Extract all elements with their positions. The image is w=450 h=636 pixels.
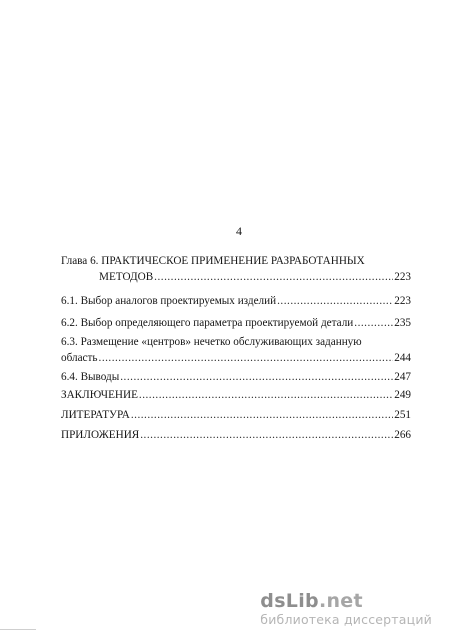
toc-entry-6-1 xyxy=(61,294,411,309)
toc-entry-page: 244 xyxy=(394,352,411,364)
toc-entry-6-4 xyxy=(61,370,411,385)
toc-entry-conclusion xyxy=(61,388,411,403)
toc-entry-title: ПРИЛОЖЕНИЯ xyxy=(61,429,140,441)
dot-leader xyxy=(140,428,393,443)
toc-entry-literature xyxy=(61,408,411,423)
scan-edge-mark xyxy=(0,629,36,630)
toc-entry-page: 266 xyxy=(394,429,411,441)
toc-entry-title: МЕТОДОВ xyxy=(99,271,154,283)
toc-entry-page: 251 xyxy=(394,409,411,421)
dot-leader xyxy=(354,316,393,331)
toc-entry-appendix xyxy=(61,428,411,443)
toc-entry-title: область xyxy=(61,352,98,364)
toc-entry-6-3 xyxy=(61,351,411,366)
toc-entry-page: 223 xyxy=(394,295,411,307)
watermark-subtitle: библиотека диссертаций xyxy=(260,612,432,627)
dot-leader xyxy=(139,388,393,403)
dslib-watermark xyxy=(260,591,432,627)
toc-entry-title: 6.4. Выводы xyxy=(61,371,120,383)
toc-entry-title: 6.1. Выбор аналогов проектируемых изделий xyxy=(61,295,277,307)
watermark-logo-prefix: dsLib xyxy=(260,590,319,612)
dot-leader xyxy=(277,294,393,309)
toc-entry-title: ЛИТЕРАТУРА xyxy=(61,409,130,421)
dot-leader xyxy=(120,370,393,385)
toc-entry-page: 247 xyxy=(394,371,411,383)
toc-entry-title: ЗАКЛЮЧЕНИЕ xyxy=(61,389,138,401)
watermark-logo-suffix: .net xyxy=(318,590,363,612)
toc-entry-chapter-6 xyxy=(99,270,411,285)
toc-entry-6-2 xyxy=(61,316,411,331)
toc-entry-6-3-title: 6.3. Размещение «центров» нечетко обслуживающих заданную xyxy=(61,336,362,348)
toc-entry-page: 223 xyxy=(394,271,411,283)
dot-leader xyxy=(131,408,393,423)
page-number: 4 xyxy=(236,224,242,238)
toc-entry-page: 249 xyxy=(394,389,411,401)
dot-leader xyxy=(154,270,393,285)
dot-leader xyxy=(99,351,394,366)
toc-entry-page: 235 xyxy=(394,317,411,329)
toc-entry-title: 6.2. Выбор определяющего параметра проектируемой детали xyxy=(61,317,354,329)
toc-chapter-6-title: Глава 6. ПРАКТИЧЕСКОЕ ПРИМЕНЕНИЕ РАЗРАБОТАННЫХ xyxy=(61,255,365,267)
watermark-logo xyxy=(260,591,432,611)
